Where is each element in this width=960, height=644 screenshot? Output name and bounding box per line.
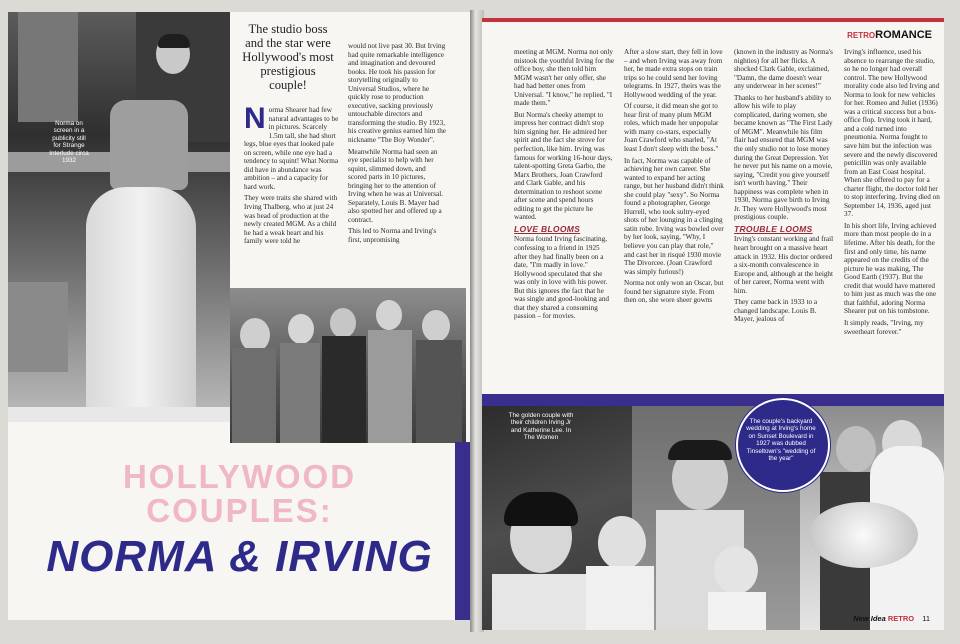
paragraph: meeting at MGM. Norma not only mistook the youthful Irving for the office boy, she then told him MGM wasn't her only offer, she had had better ones from Universal. "I know," he replied, "I made them." [514, 48, 615, 108]
paragraph: But Norma's cheeky attempt to impress her contract didn't stop him signing her. He admired her spirit and the fact she strove for perfection, like him. Irving was famous for working 16-hour days, talent-spotting Greta Garbo, the Marx Brothers, Joan Crawford and Clark Gable, and his determination to reshoot scene after scene and spend hours editing to get the picture he wanted. [514, 110, 613, 222]
header-prefix: RETRO [847, 31, 876, 40]
portrait-caption: Norma on screen in a publicity still for Strange Interlude circa 1932 [49, 120, 89, 165]
paragraph: would not live past 30. But Irving had quite remarkable intelligence and imagination and devoured books. He took his passion for storytelling originally to Universal Studios, where he quickly rose to production executive, sacking previously untouchable directors and transforming the studio. By 1923, his creative genius earned him the nickname "The Boy Wonder". [348, 42, 446, 145]
paragraph: This led to Norma and Irving's first, unpromising [348, 227, 437, 245]
headline-line-3: NORMA & IRVING [46, 532, 433, 581]
footer-section: RETRO [887, 614, 915, 623]
paragraph: They were traits she shared with Irving Thalberg, who at just 24 was head of production at the newly created MGM. As a child he had a weak heart and his family were told he [244, 194, 338, 246]
paragraph: (known in the industry as Norma's nighties) for all her flicks. A shocked Clark Gable, exclaimed, "Damn, the dame doesn't wear any underwear in her scenes!" [734, 48, 833, 91]
left-page [8, 12, 471, 620]
paragraph: Norma not only won an Oscar, but found her signature style. From then on, she wore sheer gowns [624, 279, 724, 305]
family-caption: The golden couple with their children Irving Jr and Katherine Lee. In The Women [508, 412, 574, 442]
right-page [482, 18, 944, 630]
left-text-column-1 [244, 102, 341, 249]
pull-quote: The studio boss and the star were Hollywood's most prestigious couple! [242, 22, 334, 92]
the-women-cast-photo [230, 288, 466, 443]
paragraph: In fact, Norma was capable of achieving her own career. She wanted to expand her acting range, but her husband didn't think she could play "sexy". So Norma found a photographer, George Hurrell, who took sultry-eyed shots of her lounging in a clinging satin robe. Irving was bowled over by her look, saying, "Why, I believe you can play that role," and cast her in risqué 1930 movie The Divorcee. (Joan Crawford was simply furious!) [624, 156, 724, 276]
drop-cap: N [244, 102, 266, 135]
right-text-column-3 [734, 48, 834, 327]
left-text-column-2 [348, 42, 446, 248]
paragraph: Irving's constant working and frail heart brought on a massive heart attack in 1932. His doctor ordered a six-month convalescence in Europe and, although at the height of her career, Norma went with him. [734, 235, 834, 295]
headline-line-2: COUPLES: [146, 492, 333, 529]
subhead-love-blooms: LOVE BLOOMS [514, 223, 581, 234]
paragraph: Of course, it did mean she got to hear first of many plum MGM roles, which made her unpopular with many co-stars, especially Joan Crawford who snarled, "At least I don't sleep with the boss." [624, 102, 719, 154]
right-text-column-1 [514, 48, 614, 324]
left-edge-bar [455, 442, 471, 620]
header-title: ROMANCE [875, 29, 932, 41]
right-text-column-4 [844, 48, 940, 339]
headline-line-1: HOLLYWOOD [122, 458, 357, 495]
paragraph: Norma found Irving fascinating, confessing to a friend in 1925 after they had finally been on a date, "I'm madly in love." Hollywood speculated that she was only in love with his power. But this ignores the fact that he was single and good-looking and that they shared a consuming passion – for movies. [514, 235, 610, 321]
right-text-column-2 [624, 48, 724, 308]
paragraph: In his short life, Irving achieved more than most people do in a lifetime. After his death, for the first and only time, his name appeared on the credits of the picture he was making, The Good Earth (1937). But the credit that would have mattered to him just as much was the one that faithful, adoring Norma Shearer put on his tombstone. [844, 221, 937, 316]
paragraph: Irving's influence, used his absence to rearrange the studio, so he no longer had overall control. The new Hollywood morality code also led Irving and Norma to look for new vehicles for her. Romeo and Juliet (1936) was a critical success but a box-office flop. Irving took it hard, and a cold turned into pneumonia. Norma fought to save him but the infection was severe and the newly discovered penicillin was only available from an East Coast hospital. When she offered to pay for a charter flight, the doctor told her to stop interfering. Irving died on September 14, 1936, aged just 37. [844, 48, 940, 219]
wedding-caption: The couple's backyard wedding at Irving's home on Sunset Boulevard in 1927 was dubbed Tinseltown's "wedding of the year" [746, 418, 816, 463]
subhead-trouble-looms: TROUBLE LOOMS [734, 223, 813, 234]
footer-brand: New Idea [853, 614, 886, 623]
paragraph: It simply reads, "Irving, my sweetheart forever." [844, 318, 924, 336]
norma-portrait-photo [8, 12, 230, 422]
section-header [847, 29, 932, 41]
paragraph: orma Shearer had few natural advantages to be in pictures. Scarcely 1.5m tall, she had short legs, blue eyes that looked pale on screen, while one eye had a tendency to squint! What Norma did have in abundance was ambition – and a capacity for hard work. [244, 106, 339, 191]
paragraph: After a slow start, they fell in love – and when Irving was away from her, he made extra stops on train trips so he could send her loving telegrams. In 1927, theirs was the Hollywood wedding of the year. [624, 48, 723, 99]
page-number: 11 [922, 614, 930, 623]
paragraph: They came back in 1933 to a changed landscape. Louis B. Mayer, jealous of [734, 298, 818, 324]
photo-band-rule [482, 394, 944, 406]
paragraph: Thanks to her husband's ability to allow his wife to play complicated, daring women, she became known as "The First Lady of MGM". Meanwhile his film flair had ensured that MGM was the only studio not to lose money during the Great Depression. Yet he never put his name on a movie, saying, "Credit you give yourself isn't worth having." Their happiness was complete when in 1930, Norma gave birth to Irving Jr. They were Hollywood's most prestigious couple. [734, 93, 833, 222]
header-rule [482, 18, 944, 22]
paragraph: Meanwhile Norma had seen an eye specialist to help with her squint, slimmed down, and scored parts in 10 pictures, bringing her to the attention of Irving when he was at Universal. Separately, Louis B. Mayer had also spotted her and offered up a contract. [348, 147, 444, 224]
page-footer [853, 614, 930, 623]
